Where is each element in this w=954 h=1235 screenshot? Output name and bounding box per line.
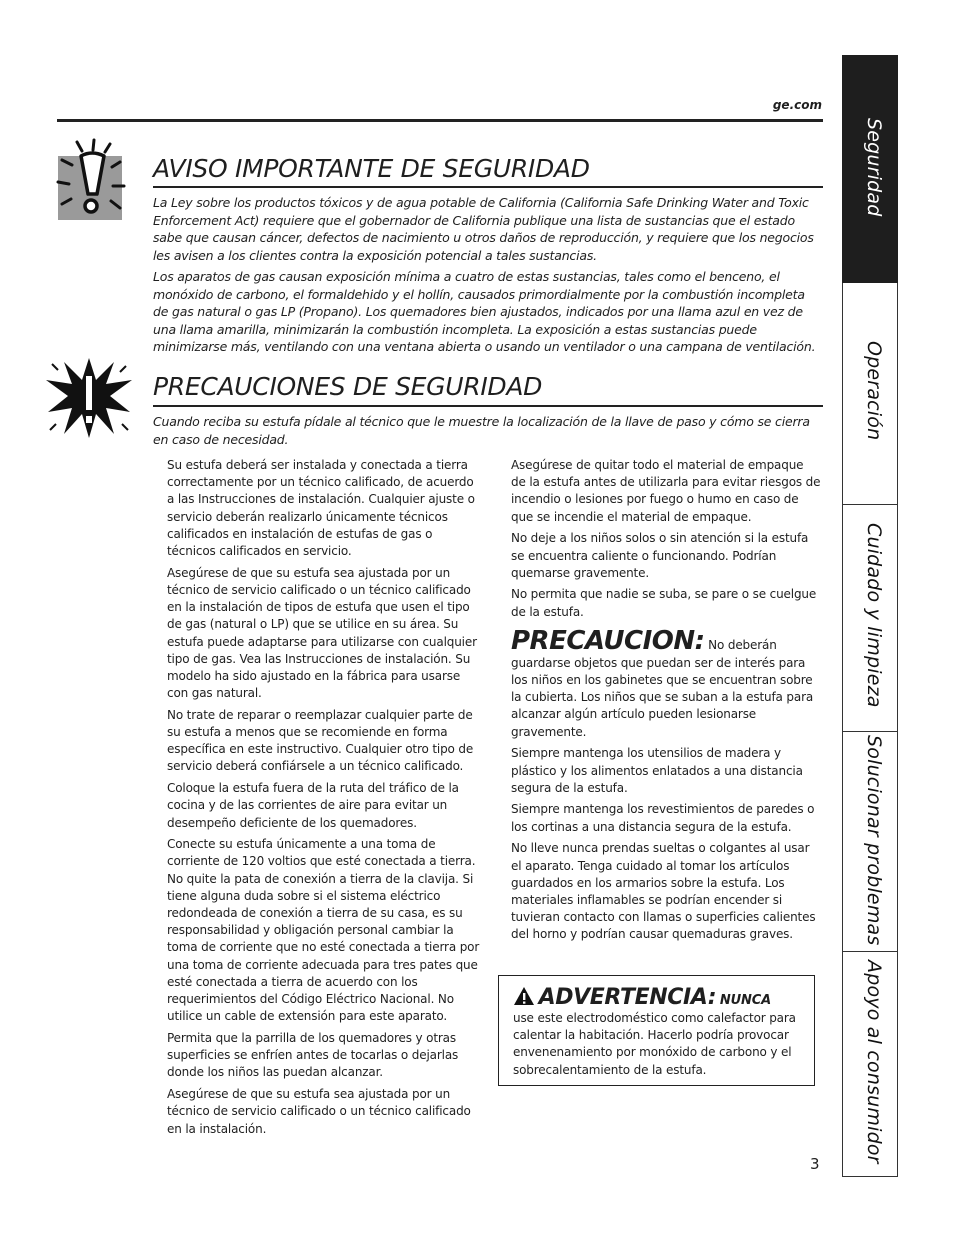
explosion-warning-icon	[44, 354, 134, 440]
section-title-aviso: AVISO IMPORTANTE DE SEGURIDAD	[153, 154, 590, 183]
right-paragraph: No lleve nunca prendas sueltas o colgantes al usar el aparato. Tenga cuidado al tomar los artículos guardados en los armarios sobre la estufa. Los materiales inflamables se podrían encender si tuvieran contacto con llamas o superficies calientes del horno y podrían causar quemaduras graves.	[511, 841, 816, 942]
page-number: 3	[810, 1155, 820, 1173]
warning-triangle-icon	[513, 986, 535, 1006]
precaution-block	[511, 627, 821, 741]
precauciones-intro	[153, 413, 823, 452]
right-paragraph: Siempre mantenga los revestimientos de paredes o los cortinas a una distancia segura de la estufa.	[511, 802, 815, 834]
left-column	[167, 457, 482, 1142]
tab-solucionar-problemas[interactable]	[842, 732, 898, 952]
tab-seguridad[interactable]	[842, 55, 898, 283]
tab-label: Solucionar problemas	[863, 735, 885, 946]
warning-title: ADVERTENCIA:	[538, 985, 717, 1010]
right-paragraph: No deje a los niños solos o sin atención si la estufa se encuentra caliente o funcionando. Podrían quemarse gravemente.	[511, 531, 809, 580]
tab-cuidado-limpieza[interactable]	[842, 505, 898, 732]
aviso-paragraph: Los aparatos de gas causan exposición mínima a cuatro de estas sustancias, tales como el benceno, el monóxido de carbono, el formaldehido y el hollín, causados primordialmente por la combustión incompleta de gas natural o gas LP (Propano). Los quemadores bien ajustados, indicados por una llama azul en vez de una llama amarilla, minimizarán la combustión incompleta. La exposición a estas sustancias puede minimizarse más, ventilando con una ventana abierta o usando un ventilador o una campana de ventilación.	[153, 269, 816, 354]
site-url: ge.com	[772, 98, 822, 112]
section-title-precauciones: PRECAUCIONES DE SEGURIDAD	[153, 372, 543, 401]
left-paragraph: Permita que la parrilla de los quemadores y otras superficies se enfríen antes de tocarlas o dejarlas donde los niños las puedan alcanzar.	[167, 1031, 459, 1080]
exclamation-warning-icon	[52, 138, 130, 222]
left-paragraph: Su estufa deberá ser instalada y conectada a tierra correctamente por un técnico calificado, de acuerdo a las Instrucciones de instalación. Cualquier ajuste o servicio deberán realizarlo únicamente técnicos calificados en instalación de estufas de gas o técnicos calificados en servicio.	[167, 458, 475, 559]
left-paragraph: Conecte su estufa únicamente a una toma de corriente de 120 voltios que esté conectada a tierra. No quite la pata de conexión a tierra de la clavija. Si tiene alguna duda sobre si el sistema eléctrico redondeada de conexión a tierra de su casa, es su responsabilidad y obligación personal cambiar la toma de corriente que no esté conectada a tierra por una toma de corriente adecuada para tres pates que esté conectada a tierra de acuerdo con los requerimientos del Código Eléctrico Nacional. No utilice un cable de extensión para este aparato.	[167, 837, 480, 1024]
section-divider	[153, 405, 823, 407]
left-paragraph: Asegúrese de que su estufa sea ajustada por un técnico de servicio calificado o un técnico calificado en la instalación de tipos de estufa que usen el tipo de gas (natural o LP) que se utilice en su área. Su estufa puede adaptarse para utilizarse con cualquier tipo de gas. Vea las Instrucciones de instalación. Su modelo ha sido ajustado en la fábrica para usarse con gas natural.	[167, 565, 477, 701]
warning-text: use este electrodoméstico como calefactor para calentar la habitación. Hacerlo podría provocar envenenamiento por monóxido de carbono y el sobrecalentamiento de la estufa.	[513, 1011, 796, 1077]
left-paragraph: No trate de reparar o reemplazar cualquier parte de su estufa a menos que se recomiende en forma específica en este instructivo. Cualquier otro tipo de servicio deberá confiársele a un técnico calificado.	[167, 707, 474, 774]
aviso-body	[153, 194, 823, 360]
right-column	[511, 457, 821, 948]
warning-box	[498, 975, 815, 1086]
top-divider	[57, 119, 823, 122]
tab-label: Operación	[863, 341, 885, 441]
warning-never: NUNCA	[719, 993, 772, 1008]
right-paragraph: Asegúrese de quitar todo el material de empaque de la estufa antes de utilizarla para evitar riesgos de incendio o lesiones por fuego o humo en caso de que se incendie el material de empaque.	[511, 458, 821, 524]
right-paragraph: No permita que nadie se suba, se pare o se cuelgue de la estufa.	[511, 587, 817, 619]
side-tabs	[842, 55, 898, 1177]
tab-label: Cuidado y limpieza	[863, 523, 885, 708]
precauciones-intro-text: Cuando reciba su estufa pídale al técnico que le muestre la localización de la llave de paso y cómo se cierra en caso de necesidad.	[153, 414, 810, 447]
warning-heading	[513, 986, 806, 1010]
tab-label: Apoyo al consumidor	[863, 960, 885, 1164]
precaution-text: No deberán guardarse objetos que puedan ser de interés para los niños en los gabinetes que se encuentran sobre la cubierta. Los niños que se suban a la estufa para alcanzar algún artículo pueden lesionarse gravemente.	[511, 637, 814, 739]
left-paragraph: Asegúrese de que su estufa sea ajustada por un técnico de servicio calificado o un técnico calificado en la instalación.	[167, 1087, 471, 1136]
section-divider	[153, 186, 823, 188]
tab-operacion[interactable]	[842, 283, 898, 505]
left-paragraph: Coloque la estufa fuera de la ruta del tráfico de la cocina y de las corrientes de aire para evitar un desempeño deficiente de los quemadores.	[167, 781, 459, 830]
aviso-paragraph: La Ley sobre los productos tóxicos y de agua potable de California (California Safe Drinking Water and Toxic Enforcement Act) requiere que el gobernador de California publique una lista de sustancias que el estado sabe que causan cáncer, defectos de nacimiento u otros daños de reproducción, y requiere que los negocios les avisen a los clientes contra la exposición potencial a tales sustancias.	[153, 195, 814, 263]
tab-apoyo-consumidor[interactable]	[842, 952, 898, 1177]
precaution-title: PRECAUCION:	[511, 625, 705, 656]
tab-label: Seguridad	[863, 118, 885, 217]
right-paragraph: Siempre mantenga los utensilios de madera y plástico y los alimentos enlatados a una distancia segura de la estufa.	[511, 746, 803, 795]
